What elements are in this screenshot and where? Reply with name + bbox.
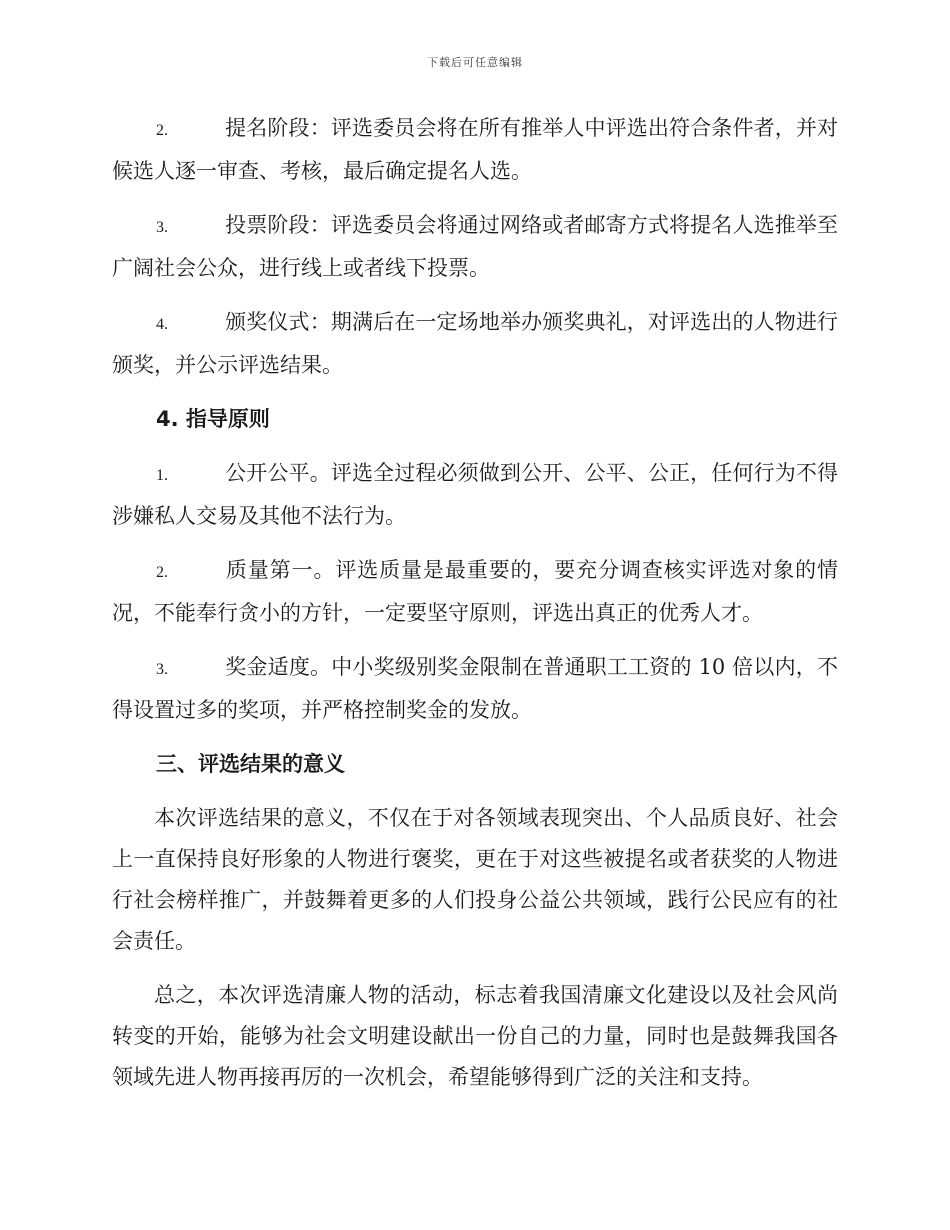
- list-item-number: 3.: [156, 661, 168, 678]
- list-item: [112, 453, 838, 537]
- list-item: [112, 205, 838, 289]
- body-paragraph: 总之，本次评选清廉人物的活动，标志着我国清廉文化建设以及社会风尚转变的开始，能够为社会文明建设献出一份自己的力量，同时也是鼓舞我国各领域先进人物再接再厉的一次机会，希望能够得到广泛的关注和支持。: [112, 983, 838, 1089]
- list-item-text: 奖金适度。中小奖级别奖金限制在普通职工工资的 10 倍以内，不得设置过多的奖项，并严格控制奖金的发放。: [112, 655, 838, 722]
- list-item: [112, 108, 838, 192]
- page-header: 下载后可任意编辑: [427, 56, 523, 69]
- section-heading-principles: 4. 指导原则: [156, 407, 270, 431]
- list-item: [112, 647, 838, 731]
- section-heading-meaning: 三、评选结果的意义: [156, 752, 345, 776]
- document-body: [112, 108, 838, 1111]
- list-item-text: 投票阶段：评选委员会将通过网络或者邮寄方式将提名人选推举至广阔社会公众，进行线上或者线下投票。: [112, 213, 838, 280]
- list-item-number: 2.: [156, 564, 168, 581]
- list-item-number: 3.: [156, 219, 168, 236]
- list-item-text: 质量第一。评选质量是最重要的，要充分调查核实评选对象的情况，不能奉行贪小的方针，一定要坚守原则，评选出真正的优秀人才。: [112, 558, 838, 625]
- list-item-text: 颁奖仪式：期满后在一定场地举办颁奖典礼，对评选出的人物进行颁奖，并公示评选结果。: [112, 310, 838, 377]
- list-item: [112, 302, 838, 386]
- list-item-number: 2.: [156, 122, 168, 139]
- list-item: [112, 550, 838, 634]
- body-paragraph: 本次评选结果的意义，不仅在于对各领域表现突出、个人品质良好、社会上一直保持良好形象的人物进行褒奖，更在于对这些被提名或者获奖的人物进行社会榜样推广，并鼓舞着更多的人们投身公益公共领域，践行公民应有的社会责任。: [112, 806, 838, 953]
- list-item-number: 1.: [156, 467, 168, 484]
- list-item-text: 提名阶段：评选委员会将在所有推举人中评选出符合条件者，并对候选人逐一审查、考核，最后确定提名人选。: [112, 116, 838, 183]
- list-item-number: 4.: [156, 316, 168, 333]
- list-item-text: 公开公平。评选全过程必须做到公开、公平、公正，任何行为不得涉嫌私人交易及其他不法行为。: [112, 461, 838, 528]
